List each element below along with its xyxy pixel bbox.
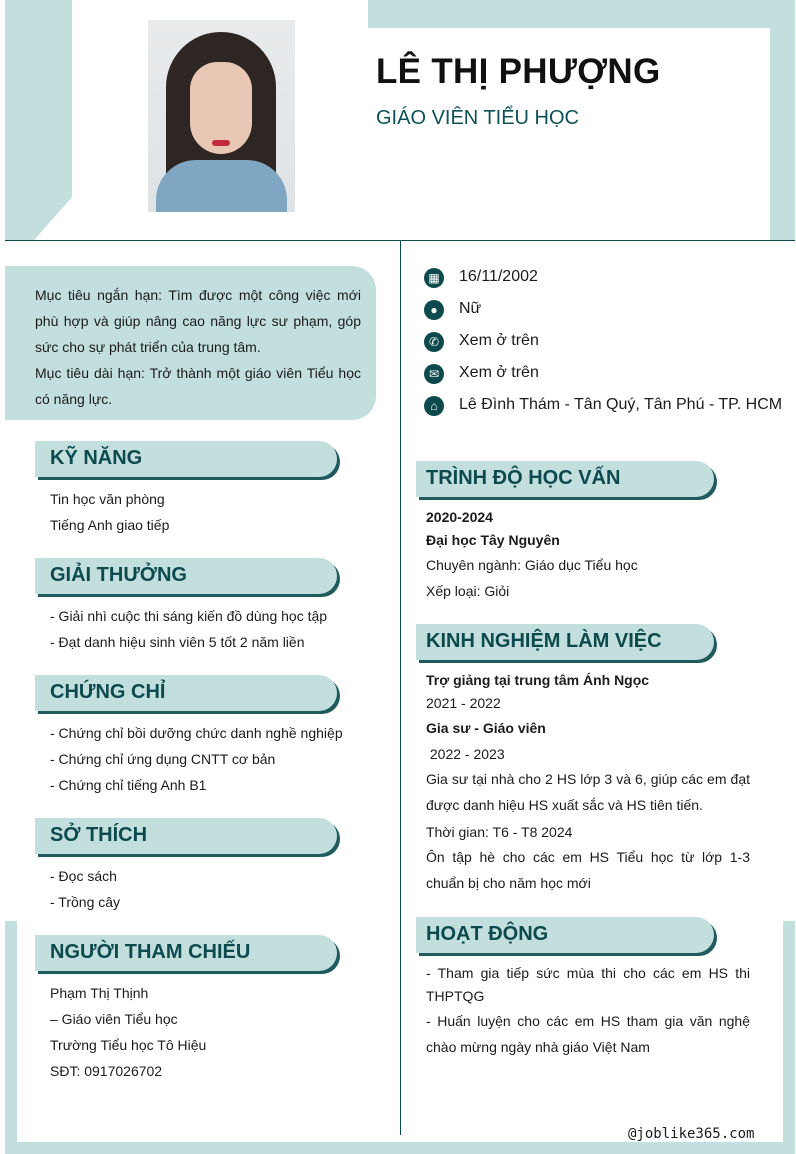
candidate-name: LÊ THỊ PHƯỢNG xyxy=(376,52,661,91)
section-header-education xyxy=(416,461,714,497)
contact-gender: Nữ xyxy=(459,300,482,317)
footer-watermark: @joblike365.com xyxy=(628,1126,755,1142)
contact-address: Lê Đình Thám - Tân Quý, Tân Phú - TP. HCM xyxy=(459,396,783,413)
section-header-skills xyxy=(35,441,337,477)
section-header-experience xyxy=(416,624,714,660)
candidate-role: GIÁO VIÊN TIỂU HỌC xyxy=(376,107,579,129)
list-item: - Đạt danh hiệu sinh viên 5 tốt 2 năm liền xyxy=(50,634,305,650)
education-major: Chuyên ngành: Giáo dục Tiểu học xyxy=(426,557,638,573)
education-period: 2020-2024 xyxy=(426,509,493,525)
frame-right xyxy=(783,921,795,1154)
objective-short-term: Mục tiêu ngắn hạn: Tìm được một công việc mới phù hợp và giúp nâng cao năng lực sư phạm, góp sức cho sự phát triển của trung tâm. xyxy=(35,287,361,355)
frame-left xyxy=(5,921,17,1154)
frame-bottom xyxy=(5,1142,795,1154)
header-white-corner xyxy=(34,195,74,240)
list-item: - Chứng chỉ ứng dụng CNTT cơ bản xyxy=(50,751,276,767)
activity-item: - Tham gia tiếp sức mùa thi cho các em HS thi THPTQG xyxy=(426,965,750,1004)
education-school: Đại học Tây Nguyên xyxy=(426,532,560,548)
list-item: Tin học văn phòng xyxy=(50,491,165,507)
list-item: - Chứng chỉ tiếng Anh B1 xyxy=(50,777,207,793)
section-header-references xyxy=(35,935,337,971)
job-description: Gia sư tại nhà cho 2 HS lớp 3 và 6, giúp các em đạt được danh hiệu HS xuất sắc và HS tiên tiến. xyxy=(426,771,750,813)
mail-icon: ✉ xyxy=(424,364,444,384)
section-title: KỸ NĂNG xyxy=(50,447,143,469)
list-item: - Chứng chỉ bồi dưỡng chức danh nghề nghiệp xyxy=(50,725,343,741)
section-header-certificates xyxy=(35,675,337,711)
profile-photo xyxy=(148,20,295,212)
job-description: Ôn tập hè cho các em HS Tiểu học từ lớp 1-3 chuẩn bị cho năm học mới xyxy=(426,849,750,891)
contact-phone: Xem ở trên xyxy=(459,332,539,349)
list-item: SĐT: 0917026702 xyxy=(50,1063,163,1079)
user-icon: ● xyxy=(424,300,444,320)
education-grade: Xếp loại: Giỏi xyxy=(426,583,510,599)
section-header-activities xyxy=(416,917,714,953)
section-title: CHỨNG CHỈ xyxy=(50,681,166,703)
section-title: KINH NGHIỆM LÀM VIỆC xyxy=(426,630,662,652)
list-item: - Giải nhì cuộc thi sáng kiến đồ dùng học tập xyxy=(50,608,328,624)
section-title: GIẢI THƯỞNG xyxy=(50,564,187,586)
contact-dob: 16/11/2002 xyxy=(459,268,538,285)
list-item: – Giáo viên Tiểu học xyxy=(50,1011,178,1027)
section-title: NGƯỜI THAM CHIẾU xyxy=(50,941,251,963)
job-period: 2021 - 2022 xyxy=(426,695,501,711)
list-item: Phạm Thị Thịnh xyxy=(50,985,149,1001)
activity-item: - Huấn luyện cho các em HS tham gia văn nghệ chào mừng ngày nhà giáo Việt Nam xyxy=(426,1013,750,1055)
job-title: Trợ giảng tại trung tâm Ánh Ngọc xyxy=(426,672,650,688)
column-divider xyxy=(400,241,401,1135)
objective-long-term: Mục tiêu dài hạn: Trở thành một giáo viên Tiểu học có năng lực. xyxy=(35,365,361,407)
header-white-fill xyxy=(72,150,112,240)
objective-box xyxy=(5,266,376,420)
home-icon: ⌂ xyxy=(424,396,444,416)
job-time: Thời gian: T6 - T8 2024 xyxy=(426,824,573,840)
section-header-awards xyxy=(35,558,337,594)
contact-email: Xem ở trên xyxy=(459,364,539,381)
section-title: SỞ THÍCH xyxy=(50,824,148,846)
list-item: - Đọc sách xyxy=(50,868,117,884)
section-title: TRÌNH ĐỘ HỌC VẤN xyxy=(426,467,621,489)
job-title: Gia sư - Giáo viên xyxy=(426,720,546,736)
section-title: HOẠT ĐỘNG xyxy=(426,923,549,945)
section-header-hobbies xyxy=(35,818,337,854)
calendar-icon: ▦ xyxy=(424,268,444,288)
list-item: Trường Tiểu học Tô Hiệu xyxy=(50,1037,207,1053)
list-item: Tiếng Anh giao tiếp xyxy=(50,517,170,533)
phone-icon: ✆ xyxy=(424,332,444,352)
list-item: - Trồng cây xyxy=(50,894,121,910)
job-period: 2022 - 2023 xyxy=(426,746,505,762)
